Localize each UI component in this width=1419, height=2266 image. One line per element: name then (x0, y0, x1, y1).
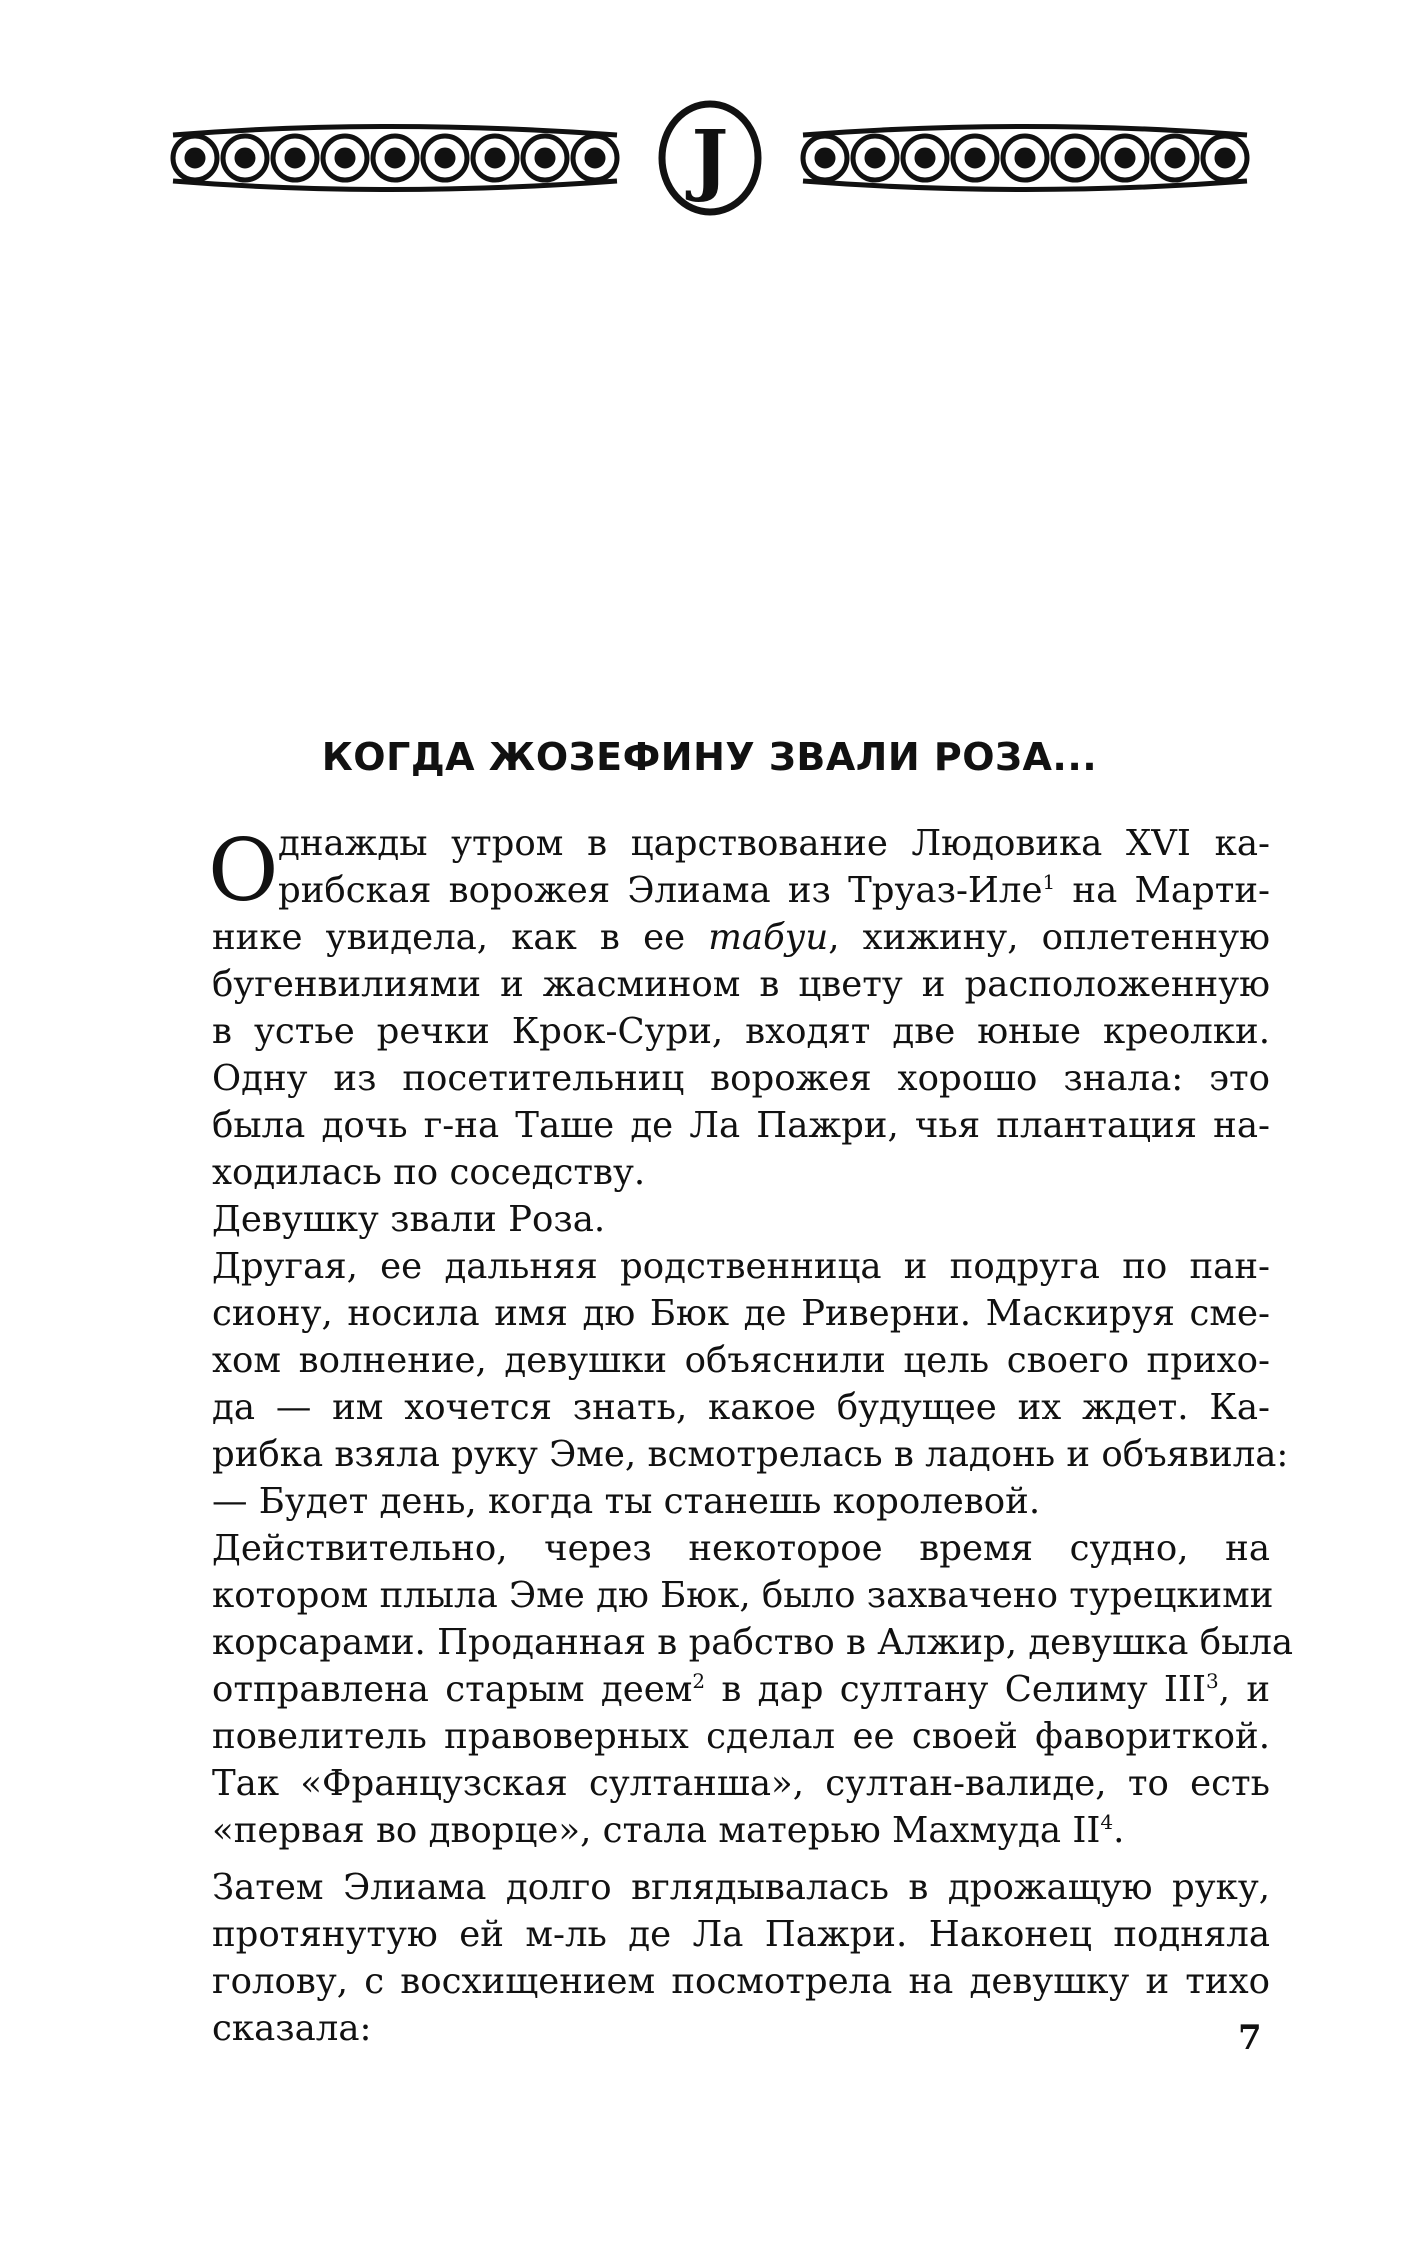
text-line: была дочь г-на Таше де Ла Пажри, чья плантация на- (212, 1105, 1270, 1146)
text-line: корсарами. Проданная в рабство в Алжир, девушка была (212, 1622, 1294, 1663)
footnote-ref: 1 (1042, 870, 1056, 895)
text-line: Затем Элиама долго вглядывалась в дрожащую руку, (212, 1867, 1270, 1908)
paragraph-2 (212, 1196, 1270, 1243)
text-line: котором плыла Эме дю Бюк, было захвачено турецкими (212, 1575, 1274, 1616)
italic-term: табуи (708, 917, 829, 958)
text-line: Девушку звали Роза. (212, 1199, 606, 1240)
text-line: Так «Французская султанша», султан-валиде, то есть (212, 1763, 1270, 1804)
footnote-ref: 4 (1100, 1810, 1114, 1835)
text-line: хом волнение, девушки объяснили цель своего прихо- (212, 1340, 1270, 1381)
text-line: Одну из посетительниц ворожея хорошо знала: это (212, 1058, 1270, 1099)
text-line: бугенвилиями и жасмином в цвету и расположенную (212, 964, 1270, 1005)
text-line: ходилась по соседству. (212, 1152, 646, 1193)
text-line: сказала: (212, 2008, 372, 2049)
footnote-ref: 2 (692, 1669, 706, 1694)
text-line: отправлена старым деем$^2$ в дар султану Селиму III$^3$, и (212, 1669, 1270, 1710)
paragraph-5 (212, 1525, 1294, 1854)
chapter-body (208, 820, 1294, 2052)
text-line: днажды утром в царствование Людовика XVI ка- (278, 823, 1270, 864)
text-line: «первая во дворце», стала матерью Махмуда $II^4$. (212, 1810, 1125, 1851)
rosette-chain-right (803, 127, 1247, 190)
text-line: повелитель правоверных сделал ее своей фавориткой. (212, 1716, 1270, 1757)
header-ornament (165, 100, 1255, 220)
rosette-chain-left (173, 127, 617, 190)
paragraph-3 (212, 1243, 1289, 1478)
text-line: да — им хочется знать, какое будущее их ждет. Ка- (212, 1387, 1270, 1428)
paragraph-6 (212, 1864, 1270, 2052)
footnote-ref: 3 (1205, 1669, 1219, 1694)
text-line: протянутую ей м-ль де Ла Пажри. Наконец подняла (212, 1914, 1270, 1955)
text-line: — Будет день, когда ты станешь королевой. (212, 1481, 1041, 1522)
text-line: Действительно, через некоторое время судно, на (212, 1528, 1270, 1569)
text-line: рибская ворожея Элиама из Труаз-Иле$^1$ на Марти- (278, 870, 1271, 911)
text-line: сиону, носила имя дю Бюк де Риверни. Маскируя сме- (212, 1293, 1270, 1334)
text-line: в устье речки Крок-Сури, входят две юные креолки. (212, 1011, 1270, 1052)
chapter-title: КОГДА ЖОЗЕФИНУ ЗВАЛИ РОЗА... (321, 735, 1098, 779)
ornament-center-letter: J (691, 114, 729, 205)
paragraph-4 (212, 1478, 1270, 1525)
text-line: рибка взяла руку Эме, всмотрелась в ладонь и объявила: (212, 1434, 1289, 1475)
text-line: голову, с восхищением посмотрела на девушку и тихо (212, 1961, 1270, 2002)
text-line: Другая, ее дальняя родственница и подруга по пан- (212, 1246, 1270, 1287)
paragraph-1 (208, 820, 1271, 1196)
drop-cap: О (208, 821, 279, 921)
text-line: нике увидела, как в ее табуи, хижину, оплетенную (212, 917, 1270, 958)
page-number: 7 (1238, 2018, 1262, 2058)
